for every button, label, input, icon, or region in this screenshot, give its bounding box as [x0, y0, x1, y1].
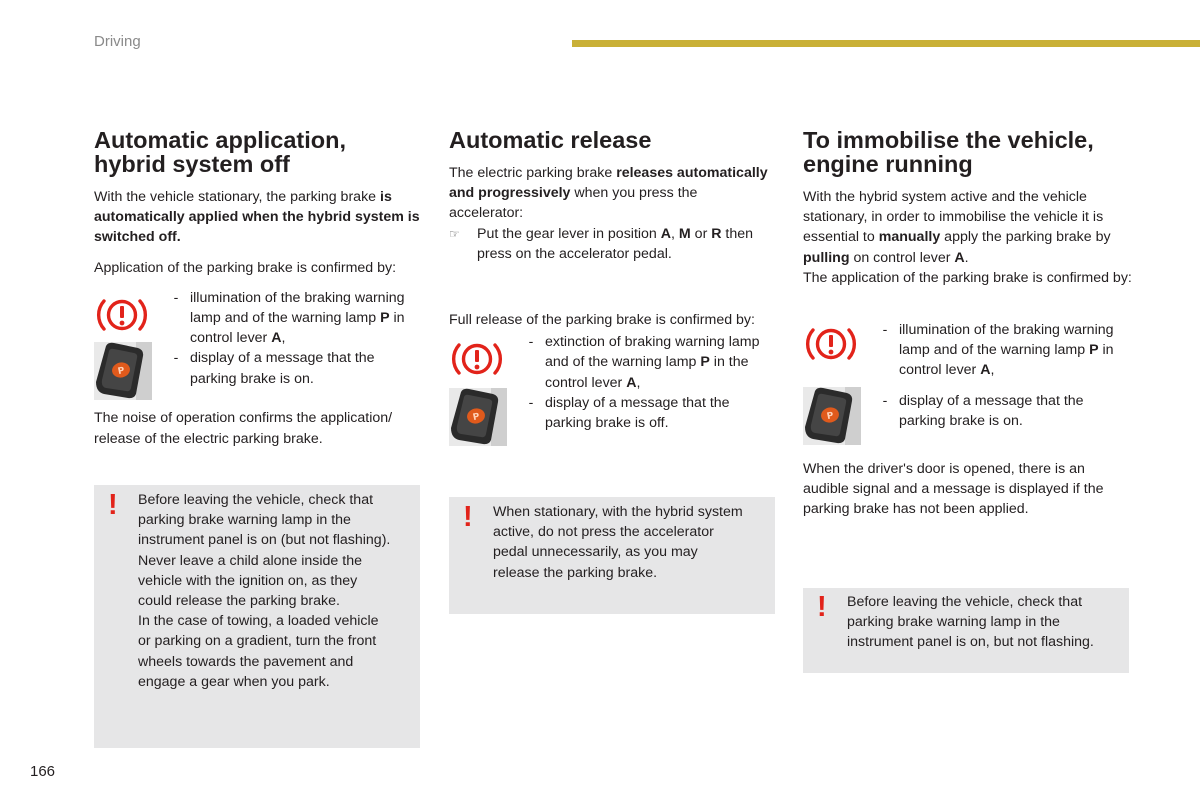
noise-paragraph: The noise of operation confirms the application/ release of the electric parking brake.: [94, 410, 393, 447]
intro-bold: releases automatically and progressively: [449, 165, 768, 202]
warning-text: [847, 592, 1123, 653]
warning-line: engage a gear when you park.: [138, 673, 330, 690]
intro-text: on control lever: [849, 249, 955, 266]
instruction-part: then press on the accelerator pedal.: [477, 225, 754, 262]
warning-line: active, do not press the accelerator: [493, 524, 714, 541]
warning-line: In the case of towing, a loaded vehicle: [138, 613, 379, 630]
warning-text: [493, 502, 769, 583]
item-text-part: in the control lever: [545, 354, 749, 391]
warning-line: pedal unnecessarily, as you may: [493, 544, 698, 561]
item-text-part: ,: [636, 374, 641, 391]
item-text: display of a message that the parking brake is on.: [899, 392, 1084, 429]
warning-line: release the parking brake.: [493, 564, 658, 581]
intro-bold-manually: manually: [878, 229, 941, 246]
heading-line-1: Automatic application,: [94, 127, 346, 153]
item-text: display of a message that the parking brake is on.: [190, 350, 375, 387]
lever-icon-cell: [94, 348, 162, 400]
confirm-item-lamp: [94, 288, 424, 349]
lever-letter-a: A: [954, 249, 965, 266]
warning-line: vehicle with the ignition on, as they: [138, 572, 358, 589]
warning-exclamation-icon: !: [817, 591, 827, 623]
immobilise-item-lamp: [803, 320, 1133, 381]
intro-paragraph: [803, 187, 1133, 268]
intro-paragraph: [449, 163, 775, 224]
immobilise-item-message: [803, 391, 1133, 445]
lamp-icon-cell: [803, 320, 871, 364]
intro-text: With the vehicle stationary, the parking brake: [94, 189, 380, 205]
heading-line-1: To immobilise the vehicle,: [803, 127, 1094, 153]
lamp-icon-cell: [94, 288, 162, 335]
item-text: [899, 320, 1133, 381]
warning-box-immobilise: [803, 588, 1129, 673]
item-text: [545, 332, 775, 393]
warning-line: instrument panel is on, but not flashing.: [847, 634, 1094, 651]
intro-text: With the hybrid system active and the vehicle stationary, in order to immobilise the vehicle it is essential to: [803, 189, 1104, 246]
warning-line: Before leaving the vehicle, check that: [138, 492, 374, 508]
column-automatic-application: [94, 128, 424, 449]
dash-bullet: -: [882, 392, 888, 409]
intro-bold: is automatically applied when the hybrid system is switched off.: [94, 189, 420, 246]
dash-bullet: -: [173, 350, 179, 367]
intro-text: .: [964, 249, 969, 266]
intro-paragraph: [94, 187, 424, 248]
header-accent-bar: [572, 40, 1200, 47]
release-confirm-paragraph: Full release of the parking brake is confirmed by:: [449, 312, 755, 329]
lamp-letter-p: P: [1089, 342, 1099, 359]
gear-a: A: [660, 225, 672, 242]
instruction-text: [477, 224, 775, 264]
warning-line: parking brake warning lamp in the: [847, 614, 1060, 631]
warning-box-application: [94, 485, 420, 748]
item-text-part: ,: [281, 330, 286, 347]
dash-bullet: -: [528, 394, 534, 411]
dash-bullet: -: [528, 334, 534, 351]
intro-text: when you press the accelerator:: [449, 185, 698, 222]
warning-line: instrument panel is on (but not flashing).: [138, 532, 391, 549]
parking-brake-lever-icon: [94, 342, 152, 400]
gear-r: R: [711, 225, 722, 242]
page-number: 166: [30, 763, 56, 780]
parking-brake-lever-icon: [803, 387, 861, 445]
column-immobilise-vehicle: [803, 128, 1133, 519]
confirm-paragraph: The application of the parking brake is confirmed by:: [803, 269, 1132, 286]
warning-exclamation-icon: !: [108, 489, 118, 521]
instruction-part: ,: [671, 225, 679, 242]
item-text-part: illumination of the braking warning lamp and of the warning lamp: [899, 322, 1114, 359]
intro-text: The electric parking brake: [449, 165, 617, 181]
warning-line: parking brake warning lamp in the: [138, 512, 351, 529]
heading-automatic-release: Automatic release: [449, 127, 652, 153]
lever-letter-a: A: [271, 330, 282, 347]
warning-line: wheels towards the pavement and: [138, 653, 354, 670]
lamp-letter-p: P: [700, 354, 710, 371]
heading-automatic-application: [94, 128, 424, 176]
gear-lever-instruction: [449, 224, 775, 264]
lamp-letter-p: P: [380, 310, 390, 327]
instruction-part: Put the gear lever in position: [477, 225, 661, 242]
item-text-part: extinction of braking warning lamp and of the warning lamp: [545, 334, 760, 371]
lever-icon-cell: [449, 393, 517, 446]
dash-bullet: -: [882, 322, 888, 339]
warning-exclamation-icon: !: [463, 501, 473, 533]
warning-box-release: [449, 497, 775, 614]
brake-warning-lamp-icon: [803, 324, 859, 364]
parking-brake-lever-icon: [449, 388, 507, 446]
lever-icon-cell: [803, 391, 871, 445]
confirm-paragraph: Application of the parking brake is confirmed by:: [94, 259, 397, 276]
brake-warning-lamp-icon: [449, 339, 505, 379]
warning-line: When stationary, with the hybrid system: [493, 504, 743, 520]
section-label: Driving: [94, 33, 141, 50]
brake-warning-lamp-icon: [94, 295, 150, 335]
item-text: display of a message that the parking brake is off.: [545, 394, 730, 432]
release-item-message: [449, 393, 775, 446]
gear-m: M: [678, 225, 691, 242]
heading-line-2: hybrid system off: [94, 151, 290, 177]
dash-bullet: -: [173, 289, 179, 306]
item-text-part: illumination of the braking warning lamp and of the warning lamp: [190, 289, 405, 327]
intro-bold-pulling: pulling: [803, 249, 850, 266]
lever-letter-a: A: [626, 374, 637, 391]
warning-line: Before leaving the vehicle, check that: [847, 594, 1083, 610]
confirm-item-message: [94, 348, 424, 400]
column-automatic-release: [449, 128, 775, 446]
item-text: [190, 288, 424, 349]
instruction-part: or: [690, 225, 712, 242]
item-text-part: in control lever: [190, 310, 405, 347]
warning-line: or parking on a gradient, turn the front: [138, 633, 377, 650]
heading-line-2: engine running: [803, 151, 973, 177]
warning-line: could release the parking brake.: [138, 593, 340, 610]
heading-immobilise-vehicle: [803, 128, 1133, 176]
warning-line: Never leave a child alone inside the: [138, 552, 362, 569]
item-text-part: ,: [990, 362, 995, 379]
lamp-icon-cell: [449, 332, 517, 379]
release-item-lamp: [449, 332, 775, 393]
lever-letter-a: A: [980, 362, 991, 379]
item-text-part: in control lever: [899, 342, 1114, 379]
warning-text: [138, 490, 414, 692]
door-paragraph: When the driver's door is opened, there is an audible signal and a message is displayed if the parking brake has not been applied.: [803, 460, 1104, 518]
pointing-hand-icon: ☞: [449, 226, 460, 241]
intro-text: apply the parking brake by: [940, 229, 1111, 246]
